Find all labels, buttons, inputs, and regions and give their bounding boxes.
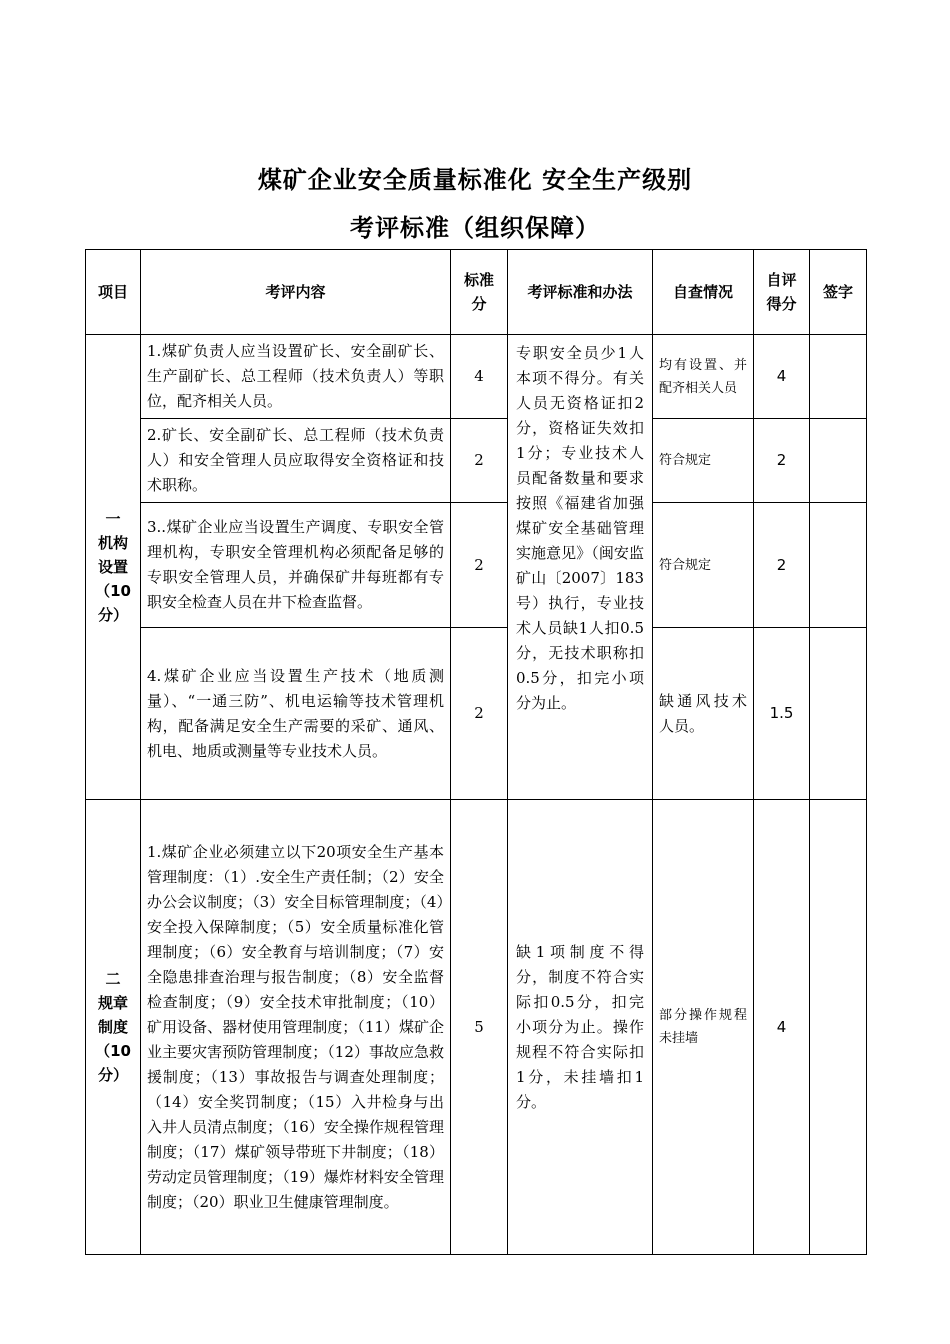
content-cell: 4.煤矿企业应当设置生产技术（地质测量）、“一通三防”、机电运输等技术管理机构，配备满足安全生产需要的采矿、通风、机电、地质或测量等专业技术人员。 [141, 628, 451, 800]
table-row [86, 628, 867, 800]
sign-cell [810, 503, 867, 628]
table-row [86, 800, 867, 1255]
header-self-score: 自评 得分 [754, 250, 810, 335]
self-score-cell: 4 [754, 335, 810, 419]
self-check-cell: 部分操作规程未挂墙 [653, 800, 754, 1255]
self-check-cell: 符合规定 [653, 503, 754, 628]
standard-score-cell: 2 [451, 419, 508, 503]
self-score-cell: 2 [754, 503, 810, 628]
content-cell: 1.煤矿企业必须建立以下20项安全生产基本管理制度：（1）.安全生产责任制；（2）安全办公会议制度；（3）安全目标管理制度；（4）安全投入保障制度；（5）安全质量标准化管理制度；（6）安全教育与培训制度；（7）安全隐患排查治理与报告制度；（8）安全监督检查制度；（9）安全技术审批制度；（10）矿用设备、器材使用管理制度；（11）煤矿企业主要灾害预防管理制度；（12）事故应急救援制度；（13）事故报告与调查处理制度；（14）安全奖罚制度；（15）入井检身与出入井人员清点制度；（16）安全操作规程管理制度；（17）煤矿领导带班下井制度；（18）劳动定员管理制度；（19）爆炸材料安全管理制度；（20）职业卫生健康管理制度。 [141, 800, 451, 1255]
header-standard-score: 标准 分 [451, 250, 508, 335]
self-check-cell: 缺通风技术人员。 [653, 628, 754, 800]
self-score-cell: 4 [754, 800, 810, 1255]
table-row [86, 503, 867, 628]
header-sign: 签字 [810, 250, 867, 335]
table-row [86, 419, 867, 503]
sign-cell [810, 419, 867, 503]
project-cell-regulations: 二 规章 制度 （10 分） [86, 800, 141, 1255]
evaluation-table [85, 249, 867, 1255]
self-score-cell: 1.5 [754, 628, 810, 800]
self-check-cell: 符合规定 [653, 419, 754, 503]
sign-cell [810, 335, 867, 419]
sign-cell [810, 800, 867, 1255]
self-score-cell: 2 [754, 419, 810, 503]
document-title-line1: 煤矿企业安全质量标准化 安全生产级别 [257, 166, 693, 194]
project-cell-organization: 一 机构 设置 （10 分） [86, 335, 141, 800]
content-cell: 1.煤矿负责人应当设置矿长、安全副矿长、生产副矿长、总工程师（技术负责人）等职位，配齐相关人员。 [141, 335, 451, 419]
header-method: 考评标准和办法 [508, 250, 653, 335]
header-self-check: 自查情况 [653, 250, 754, 335]
method-cell: 缺1项制度不得分，制度不符合实际扣0.5分，扣完小项分为止。操作规程不符合实际扣1分，未挂墙扣1分。 [508, 800, 653, 1255]
header-content: 考评内容 [141, 250, 451, 335]
header-project: 项目 [86, 250, 141, 335]
document-title-line2: 考评标准（组织保障） [350, 214, 600, 242]
standard-score-cell: 5 [451, 800, 508, 1255]
table-header-row [86, 250, 867, 335]
sign-cell [810, 628, 867, 800]
table-row [86, 335, 867, 419]
self-check-cell: 均有设置、并配齐相关人员 [653, 335, 754, 419]
method-cell: 专职安全员少1人本项不得分。有关人员无资格证扣2分，资格证失效扣1分；专业技术人员配备数量和要求按照《福建省加强煤矿安全基础管理实施意见》（闽安监矿山〔2007〕183号）执行，专业技术人员缺1人扣0.5分，无技术职称扣0.5分，扣完小项分为止。 [508, 335, 653, 800]
content-cell: 2.矿长、安全副矿长、总工程师（技术负责人）和安全管理人员应取得安全资格证和技术职称。 [141, 419, 451, 503]
standard-score-cell: 4 [451, 335, 508, 419]
standard-score-cell: 2 [451, 503, 508, 628]
content-cell: 3..煤矿企业应当设置生产调度、专职安全管理机构，专职安全管理机构必须配备足够的专职安全管理人员，并确保矿井每班都有专职安全检查人员在井下检查监督。 [141, 503, 451, 628]
standard-score-cell: 2 [451, 628, 508, 800]
